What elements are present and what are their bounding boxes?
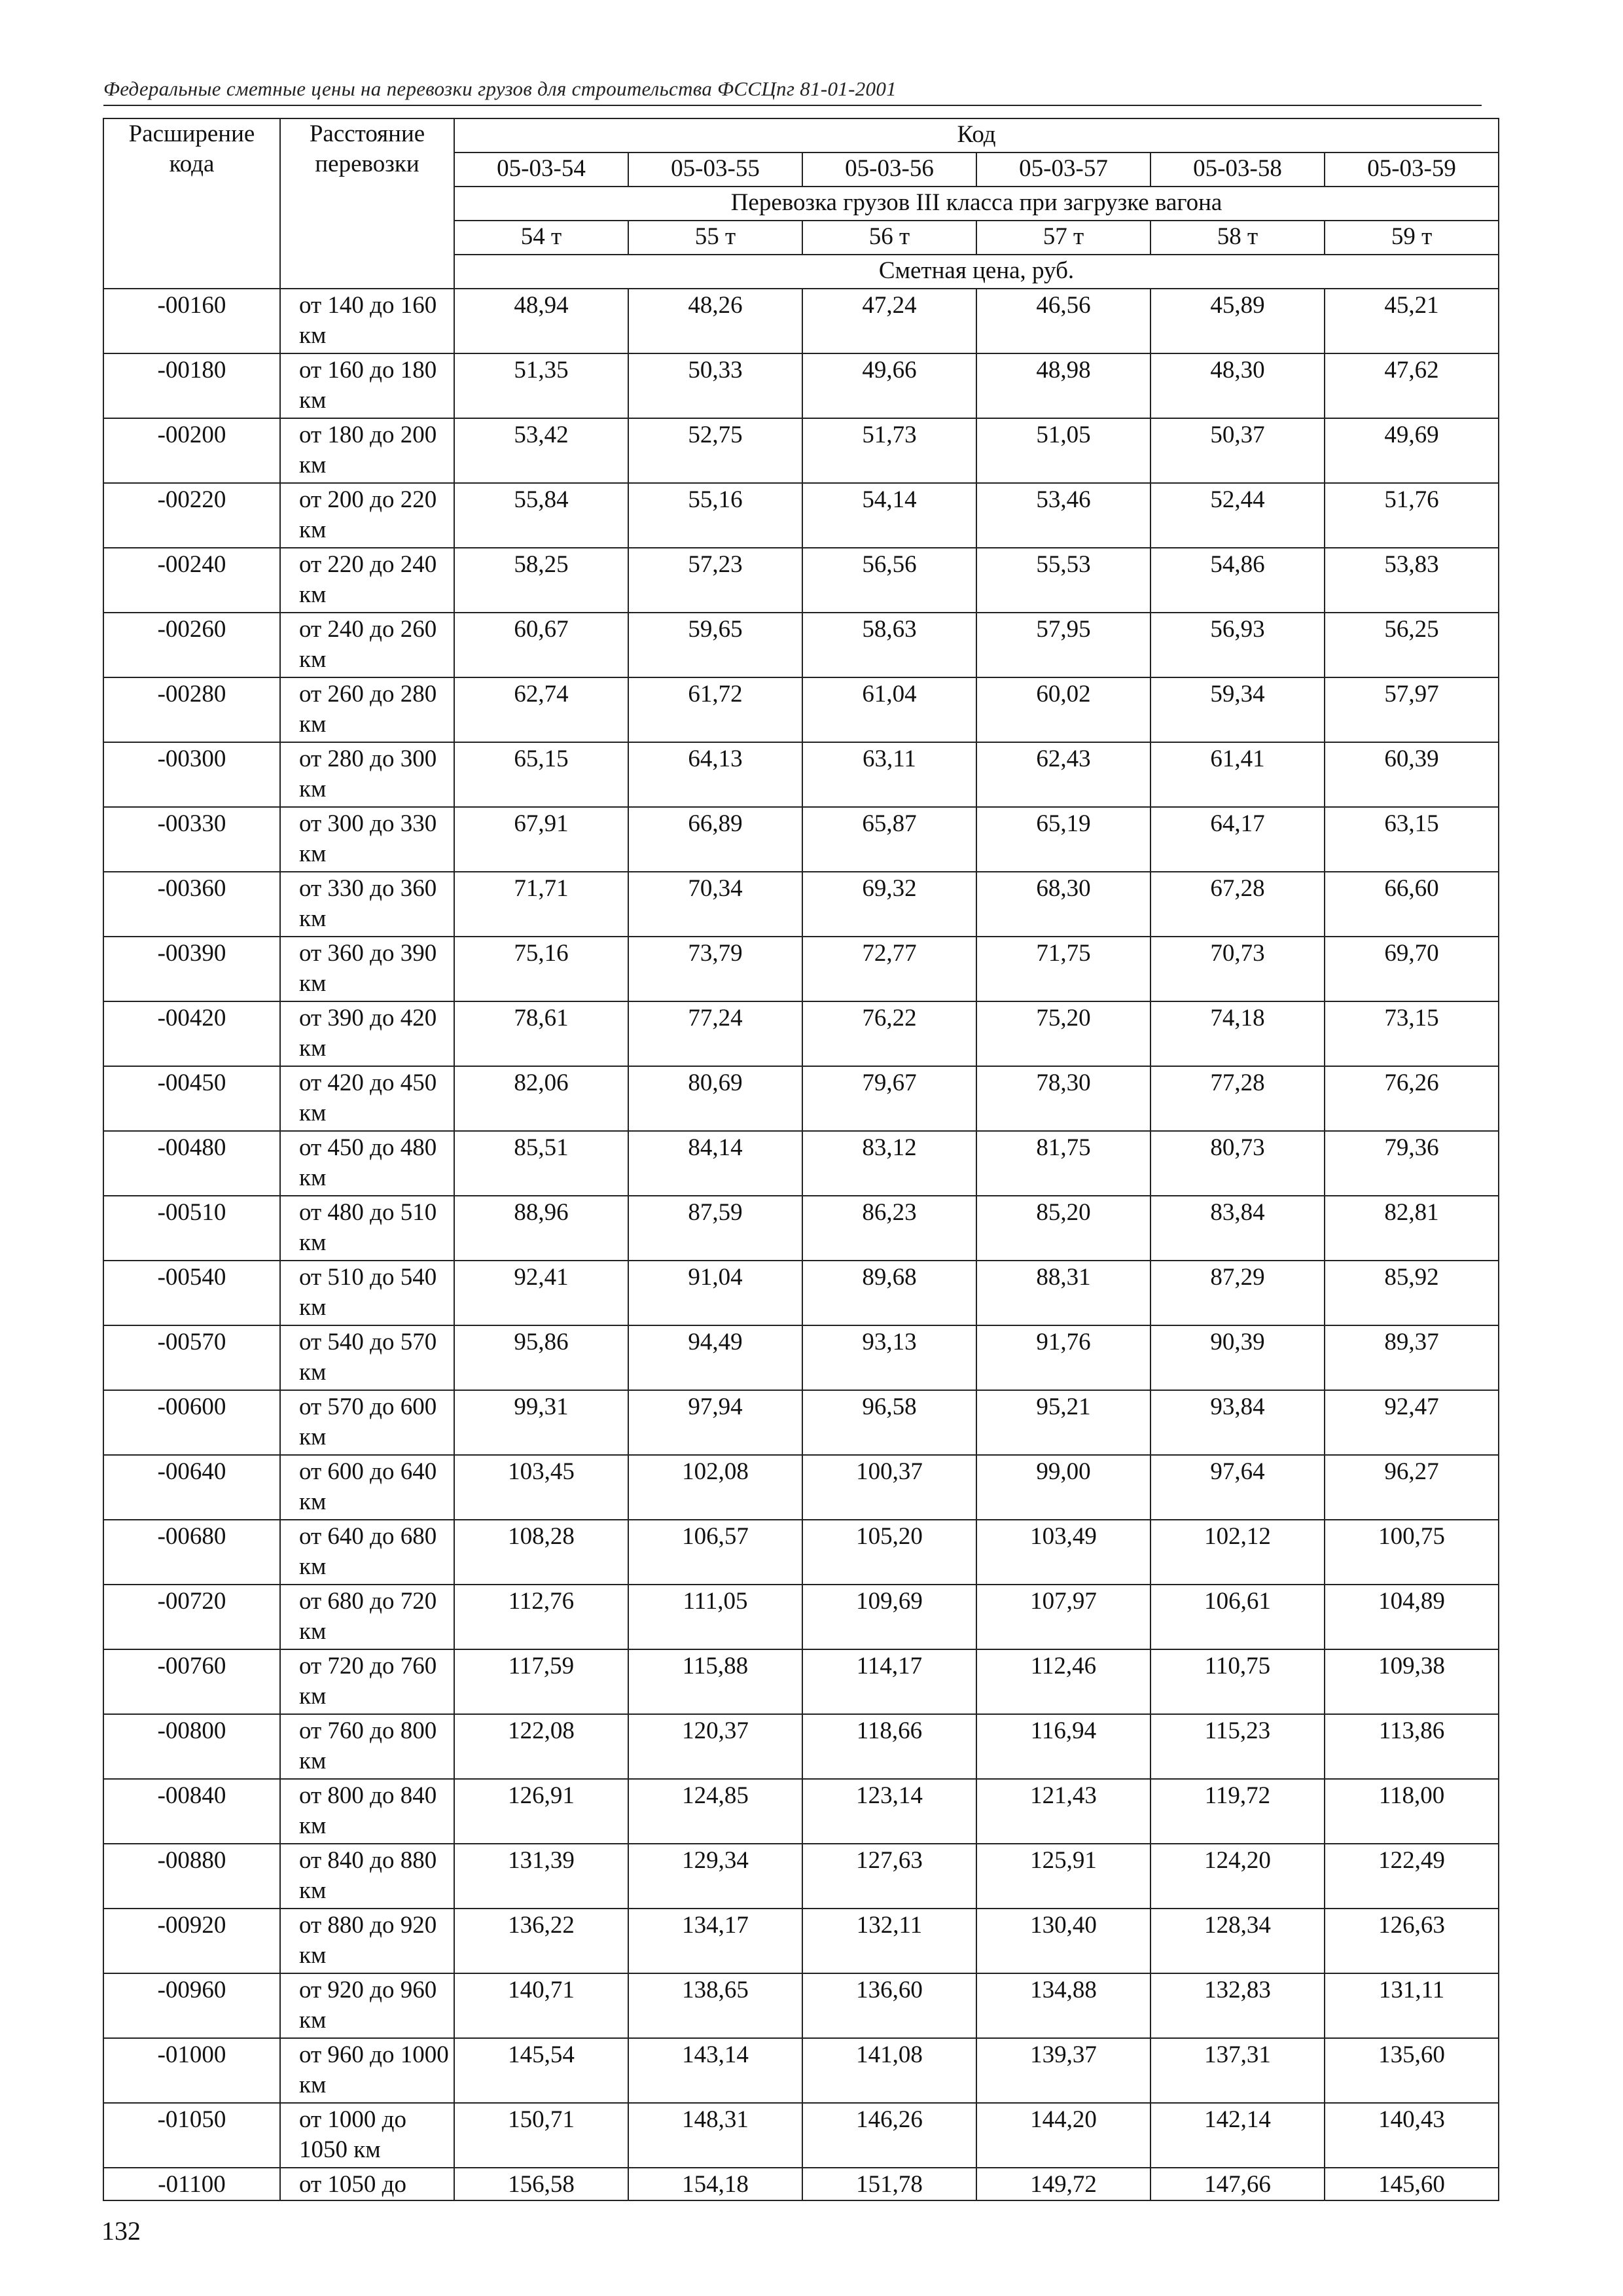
header-load-1: 54 т	[454, 221, 628, 255]
price-cell: 57,97	[1325, 677, 1499, 742]
price-cell: 128,34	[1150, 1909, 1325, 1973]
header-distance: Расстояние перевозки	[280, 118, 454, 289]
price-cell: 126,91	[454, 1779, 628, 1844]
header-load-2: 55 т	[628, 221, 802, 255]
price-cell: 131,11	[1325, 1973, 1499, 2038]
price-cell: 109,38	[1325, 1649, 1499, 1714]
price-cell: 132,83	[1150, 1973, 1325, 2038]
price-cell: 140,43	[1325, 2103, 1499, 2168]
row-code: -00200	[103, 418, 280, 483]
price-cell: 150,71	[454, 2103, 628, 2168]
price-cell: 134,88	[976, 1973, 1150, 2038]
price-cell: 114,17	[802, 1649, 976, 1714]
price-cell: 67,28	[1150, 872, 1325, 937]
price-cell: 78,30	[976, 1066, 1150, 1131]
price-cell: 65,87	[802, 807, 976, 872]
price-cell: 145,60	[1325, 2168, 1499, 2200]
price-cell: 73,15	[1325, 1001, 1499, 1066]
row-code: -00180	[103, 353, 280, 418]
price-cell: 83,84	[1150, 1196, 1325, 1261]
row-distance: от 510 до 540 км	[280, 1261, 454, 1325]
price-cell: 146,26	[802, 2103, 976, 2168]
price-cell: 134,17	[628, 1909, 802, 1973]
row-code: -00570	[103, 1325, 280, 1390]
price-cell: 49,66	[802, 353, 976, 418]
price-cell: 96,27	[1325, 1455, 1499, 1520]
header-code-6: 05-03-59	[1325, 152, 1499, 187]
price-cell: 122,08	[454, 1714, 628, 1779]
price-cell: 111,05	[628, 1585, 802, 1649]
price-cell: 72,77	[802, 937, 976, 1001]
row-distance: от 240 до 260 км	[280, 613, 454, 677]
price-cell: 56,93	[1150, 613, 1325, 677]
price-cell: 97,94	[628, 1390, 802, 1455]
price-cell: 112,76	[454, 1585, 628, 1649]
price-cell: 69,70	[1325, 937, 1499, 1001]
price-cell: 105,20	[802, 1520, 976, 1585]
price-cell: 142,14	[1150, 2103, 1325, 2168]
table-row	[103, 613, 1499, 677]
price-cell: 49,69	[1325, 418, 1499, 483]
price-cell: 71,71	[454, 872, 628, 937]
header-code-extension: Расширение кода	[103, 118, 280, 289]
row-code: -00260	[103, 613, 280, 677]
price-cell: 107,97	[976, 1585, 1150, 1649]
table-row	[103, 1779, 1499, 1844]
price-cell: 76,26	[1325, 1066, 1499, 1131]
table-row	[103, 742, 1499, 807]
price-cell: 74,18	[1150, 1001, 1325, 1066]
price-cell: 145,54	[454, 2038, 628, 2103]
header-load-3: 56 т	[802, 221, 976, 255]
price-cell: 82,81	[1325, 1196, 1499, 1261]
price-cell: 70,34	[628, 872, 802, 937]
price-cell: 110,75	[1150, 1649, 1325, 1714]
row-code: -00300	[103, 742, 280, 807]
row-code: -00800	[103, 1714, 280, 1779]
price-cell: 66,89	[628, 807, 802, 872]
row-distance: от 680 до 720 км	[280, 1585, 454, 1649]
price-cell: 60,02	[976, 677, 1150, 742]
price-cell: 53,42	[454, 418, 628, 483]
table-row	[103, 937, 1499, 1001]
price-cell: 118,66	[802, 1714, 976, 1779]
price-cell: 96,58	[802, 1390, 976, 1455]
table-row	[103, 1196, 1499, 1261]
table-row	[103, 418, 1499, 483]
table-row	[103, 1455, 1499, 1520]
price-cell: 132,11	[802, 1909, 976, 1973]
price-cell: 61,41	[1150, 742, 1325, 807]
row-code: -00840	[103, 1779, 280, 1844]
row-distance: от 540 до 570 км	[280, 1325, 454, 1390]
price-cell: 85,92	[1325, 1261, 1499, 1325]
price-cell: 154,18	[628, 2168, 802, 2200]
table-row	[103, 1066, 1499, 1131]
header-code-2: 05-03-55	[628, 152, 802, 187]
row-distance: от 450 до 480 км	[280, 1131, 454, 1196]
price-cell: 143,14	[628, 2038, 802, 2103]
price-cell: 56,56	[802, 548, 976, 613]
price-cell: 46,56	[976, 289, 1150, 353]
price-cell: 50,33	[628, 353, 802, 418]
price-cell: 75,20	[976, 1001, 1150, 1066]
row-code: -00240	[103, 548, 280, 613]
price-cell: 79,67	[802, 1066, 976, 1131]
table-row	[103, 1001, 1499, 1066]
table-row	[103, 2168, 1499, 2200]
price-cell: 77,24	[628, 1001, 802, 1066]
price-cell: 149,72	[976, 2168, 1150, 2200]
row-code: -00600	[103, 1390, 280, 1455]
row-code: -00450	[103, 1066, 280, 1131]
table-row	[103, 483, 1499, 548]
page-number: 132	[101, 2216, 141, 2246]
row-distance: от 640 до 680 км	[280, 1520, 454, 1585]
header-load-6: 59 т	[1325, 221, 1499, 255]
row-code: -00880	[103, 1844, 280, 1909]
price-cell: 59,65	[628, 613, 802, 677]
price-cell: 116,94	[976, 1714, 1150, 1779]
price-cell: 124,85	[628, 1779, 802, 1844]
row-distance: от 300 до 330 км	[280, 807, 454, 872]
price-cell: 77,28	[1150, 1066, 1325, 1131]
price-cell: 79,36	[1325, 1131, 1499, 1196]
table-row	[103, 807, 1499, 872]
price-cell: 92,47	[1325, 1390, 1499, 1455]
price-cell: 108,28	[454, 1520, 628, 1585]
price-cell: 104,89	[1325, 1585, 1499, 1649]
price-cell: 141,08	[802, 2038, 976, 2103]
row-distance: от 920 до 960 км	[280, 1973, 454, 2038]
table-row	[103, 1520, 1499, 1585]
price-cell: 87,59	[628, 1196, 802, 1261]
price-cell: 62,74	[454, 677, 628, 742]
price-cell: 75,16	[454, 937, 628, 1001]
table-row	[103, 1649, 1499, 1714]
price-cell: 89,68	[802, 1261, 976, 1325]
price-cell: 58,63	[802, 613, 976, 677]
table-row	[103, 1390, 1499, 1455]
row-code: -00160	[103, 289, 280, 353]
table-row	[103, 2103, 1499, 2168]
row-code: -00960	[103, 1973, 280, 2038]
row-distance: от 1000 до 1050 км	[280, 2103, 454, 2168]
price-cell: 70,73	[1150, 937, 1325, 1001]
row-code: -00540	[103, 1261, 280, 1325]
price-cell: 115,88	[628, 1649, 802, 1714]
header-code: Код	[454, 118, 1499, 152]
price-cell: 48,26	[628, 289, 802, 353]
price-cell: 54,14	[802, 483, 976, 548]
header-load-5: 58 т	[1150, 221, 1325, 255]
header-transport: Перевозка грузов III класса при загрузке вагона	[454, 187, 1499, 221]
price-cell: 121,43	[976, 1779, 1150, 1844]
row-distance: от 360 до 390 км	[280, 937, 454, 1001]
price-cell: 94,49	[628, 1325, 802, 1390]
header-code-4: 05-03-57	[976, 152, 1150, 187]
price-cell: 53,46	[976, 483, 1150, 548]
price-cell: 50,37	[1150, 418, 1325, 483]
price-cell: 112,46	[976, 1649, 1150, 1714]
price-cell: 63,15	[1325, 807, 1499, 872]
row-distance: от 480 до 510 км	[280, 1196, 454, 1261]
header-load-4: 57 т	[976, 221, 1150, 255]
price-cell: 51,05	[976, 418, 1150, 483]
table-row	[103, 353, 1499, 418]
price-cell: 144,20	[976, 2103, 1150, 2168]
header-code-5: 05-03-58	[1150, 152, 1325, 187]
price-cell: 85,51	[454, 1131, 628, 1196]
price-cell: 92,41	[454, 1261, 628, 1325]
row-code: -00390	[103, 937, 280, 1001]
price-cell: 80,73	[1150, 1131, 1325, 1196]
price-cell: 88,96	[454, 1196, 628, 1261]
price-cell: 63,11	[802, 742, 976, 807]
price-cell: 65,19	[976, 807, 1150, 872]
price-table-body	[103, 289, 1499, 2200]
price-cell: 52,75	[628, 418, 802, 483]
price-cell: 113,86	[1325, 1714, 1499, 1779]
row-distance: от 960 до 1000 км	[280, 2038, 454, 2103]
price-cell: 54,86	[1150, 548, 1325, 613]
table-row	[103, 289, 1499, 353]
price-cell: 61,04	[802, 677, 976, 742]
row-code: -01000	[103, 2038, 280, 2103]
row-distance: от 570 до 600 км	[280, 1390, 454, 1455]
price-cell: 76,22	[802, 1001, 976, 1066]
price-cell: 91,76	[976, 1325, 1150, 1390]
price-cell: 151,78	[802, 2168, 976, 2200]
price-cell: 60,67	[454, 613, 628, 677]
price-cell: 106,57	[628, 1520, 802, 1585]
row-distance: от 720 до 760 км	[280, 1649, 454, 1714]
row-distance: от 200 до 220 км	[280, 483, 454, 548]
table-row	[103, 1131, 1499, 1196]
price-cell: 140,71	[454, 1973, 628, 2038]
row-code: -00220	[103, 483, 280, 548]
row-code: -00480	[103, 1131, 280, 1196]
row-code: -00760	[103, 1649, 280, 1714]
price-cell: 86,23	[802, 1196, 976, 1261]
price-cell: 129,34	[628, 1844, 802, 1909]
row-distance: от 140 до 160 км	[280, 289, 454, 353]
price-cell: 109,69	[802, 1585, 976, 1649]
price-cell: 82,06	[454, 1066, 628, 1131]
price-cell: 68,30	[976, 872, 1150, 937]
header-price: Сметная цена, руб.	[454, 255, 1499, 289]
row-code: -00510	[103, 1196, 280, 1261]
price-cell: 57,95	[976, 613, 1150, 677]
price-cell: 117,59	[454, 1649, 628, 1714]
price-cell: 123,14	[802, 1779, 976, 1844]
price-cell: 66,60	[1325, 872, 1499, 937]
row-distance: от 280 до 300 км	[280, 742, 454, 807]
header-rule	[103, 105, 1482, 106]
price-cell: 85,20	[976, 1196, 1150, 1261]
price-cell: 45,89	[1150, 289, 1325, 353]
price-cell: 138,65	[628, 1973, 802, 2038]
table-row	[103, 548, 1499, 613]
table-row	[103, 1714, 1499, 1779]
price-cell: 126,63	[1325, 1909, 1499, 1973]
price-cell: 127,63	[802, 1844, 976, 1909]
table-row	[103, 1261, 1499, 1325]
row-code: -01050	[103, 2103, 280, 2168]
price-cell: 88,31	[976, 1261, 1150, 1325]
price-cell: 119,72	[1150, 1779, 1325, 1844]
price-cell: 131,39	[454, 1844, 628, 1909]
price-cell: 47,24	[802, 289, 976, 353]
row-distance: от 160 до 180 км	[280, 353, 454, 418]
price-cell: 130,40	[976, 1909, 1150, 1973]
row-distance: от 760 до 800 км	[280, 1714, 454, 1779]
price-cell: 135,60	[1325, 2038, 1499, 2103]
price-cell: 48,94	[454, 289, 628, 353]
row-distance: от 390 до 420 км	[280, 1001, 454, 1066]
price-cell: 78,61	[454, 1001, 628, 1066]
price-cell: 51,76	[1325, 483, 1499, 548]
price-cell: 122,49	[1325, 1844, 1499, 1909]
price-cell: 69,32	[802, 872, 976, 937]
table-row	[103, 1585, 1499, 1649]
price-cell: 99,31	[454, 1390, 628, 1455]
row-distance: от 260 до 280 км	[280, 677, 454, 742]
price-cell: 106,61	[1150, 1585, 1325, 1649]
price-cell: 93,13	[802, 1325, 976, 1390]
price-cell: 118,00	[1325, 1779, 1499, 1844]
row-distance: от 840 до 880 км	[280, 1844, 454, 1909]
price-cell: 52,44	[1150, 483, 1325, 548]
price-cell: 51,35	[454, 353, 628, 418]
running-header: Федеральные сметные цены на перевозки грузов для строительства ФССЦпг 81-01-2001	[103, 77, 897, 100]
price-cell: 58,25	[454, 548, 628, 613]
price-cell: 81,75	[976, 1131, 1150, 1196]
price-cell: 55,84	[454, 483, 628, 548]
price-cell: 102,12	[1150, 1520, 1325, 1585]
price-cell: 139,37	[976, 2038, 1150, 2103]
price-cell: 99,00	[976, 1455, 1150, 1520]
price-cell: 57,23	[628, 548, 802, 613]
price-cell: 55,53	[976, 548, 1150, 613]
price-cell: 120,37	[628, 1714, 802, 1779]
row-distance: от 220 до 240 км	[280, 548, 454, 613]
row-distance: от 1050 до	[280, 2168, 454, 2200]
price-cell: 95,86	[454, 1325, 628, 1390]
price-cell: 115,23	[1150, 1714, 1325, 1779]
header-code-3: 05-03-56	[802, 152, 976, 187]
price-cell: 65,15	[454, 742, 628, 807]
price-cell: 89,37	[1325, 1325, 1499, 1390]
price-cell: 64,17	[1150, 807, 1325, 872]
price-cell: 97,64	[1150, 1455, 1325, 1520]
price-cell: 56,25	[1325, 613, 1499, 677]
price-cell: 47,62	[1325, 353, 1499, 418]
table-row	[103, 2038, 1499, 2103]
price-table	[103, 118, 1499, 2201]
price-cell: 55,16	[628, 483, 802, 548]
row-code: -00680	[103, 1520, 280, 1585]
price-cell: 100,37	[802, 1455, 976, 1520]
price-cell: 125,91	[976, 1844, 1150, 1909]
row-distance: от 420 до 450 км	[280, 1066, 454, 1131]
row-distance: от 600 до 640 км	[280, 1455, 454, 1520]
price-cell: 136,22	[454, 1909, 628, 1973]
row-distance: от 800 до 840 км	[280, 1779, 454, 1844]
price-cell: 53,83	[1325, 548, 1499, 613]
table-row	[103, 1844, 1499, 1909]
price-cell: 90,39	[1150, 1325, 1325, 1390]
row-code: -00330	[103, 807, 280, 872]
price-cell: 147,66	[1150, 2168, 1325, 2200]
price-cell: 103,45	[454, 1455, 628, 1520]
row-code: -00640	[103, 1455, 280, 1520]
price-cell: 148,31	[628, 2103, 802, 2168]
table-row	[103, 677, 1499, 742]
price-cell: 136,60	[802, 1973, 976, 2038]
price-cell: 100,75	[1325, 1520, 1499, 1585]
price-cell: 84,14	[628, 1131, 802, 1196]
price-cell: 87,29	[1150, 1261, 1325, 1325]
price-cell: 102,08	[628, 1455, 802, 1520]
price-cell: 48,30	[1150, 353, 1325, 418]
price-cell: 73,79	[628, 937, 802, 1001]
row-code: -00360	[103, 872, 280, 937]
price-cell: 80,69	[628, 1066, 802, 1131]
price-cell: 61,72	[628, 677, 802, 742]
price-cell: 93,84	[1150, 1390, 1325, 1455]
row-distance: от 180 до 200 км	[280, 418, 454, 483]
row-distance: от 880 до 920 км	[280, 1909, 454, 1973]
table-row	[103, 872, 1499, 937]
price-cell: 91,04	[628, 1261, 802, 1325]
table-row	[103, 1325, 1499, 1390]
price-cell: 95,21	[976, 1390, 1150, 1455]
row-code: -01100	[103, 2168, 280, 2200]
price-cell: 137,31	[1150, 2038, 1325, 2103]
row-code: -00720	[103, 1585, 280, 1649]
header-code-1: 05-03-54	[454, 152, 628, 187]
price-cell: 67,91	[454, 807, 628, 872]
price-cell: 62,43	[976, 742, 1150, 807]
price-cell: 156,58	[454, 2168, 628, 2200]
row-code: -00920	[103, 1909, 280, 1973]
price-cell: 124,20	[1150, 1844, 1325, 1909]
row-code: -00420	[103, 1001, 280, 1066]
row-code: -00280	[103, 677, 280, 742]
price-cell: 103,49	[976, 1520, 1150, 1585]
price-cell: 60,39	[1325, 742, 1499, 807]
table-row	[103, 1973, 1499, 2038]
price-cell: 71,75	[976, 937, 1150, 1001]
price-cell: 59,34	[1150, 677, 1325, 742]
price-cell: 45,21	[1325, 289, 1499, 353]
price-cell: 64,13	[628, 742, 802, 807]
table-row	[103, 1909, 1499, 1973]
price-cell: 51,73	[802, 418, 976, 483]
price-cell: 48,98	[976, 353, 1150, 418]
price-cell: 83,12	[802, 1131, 976, 1196]
row-distance: от 330 до 360 км	[280, 872, 454, 937]
